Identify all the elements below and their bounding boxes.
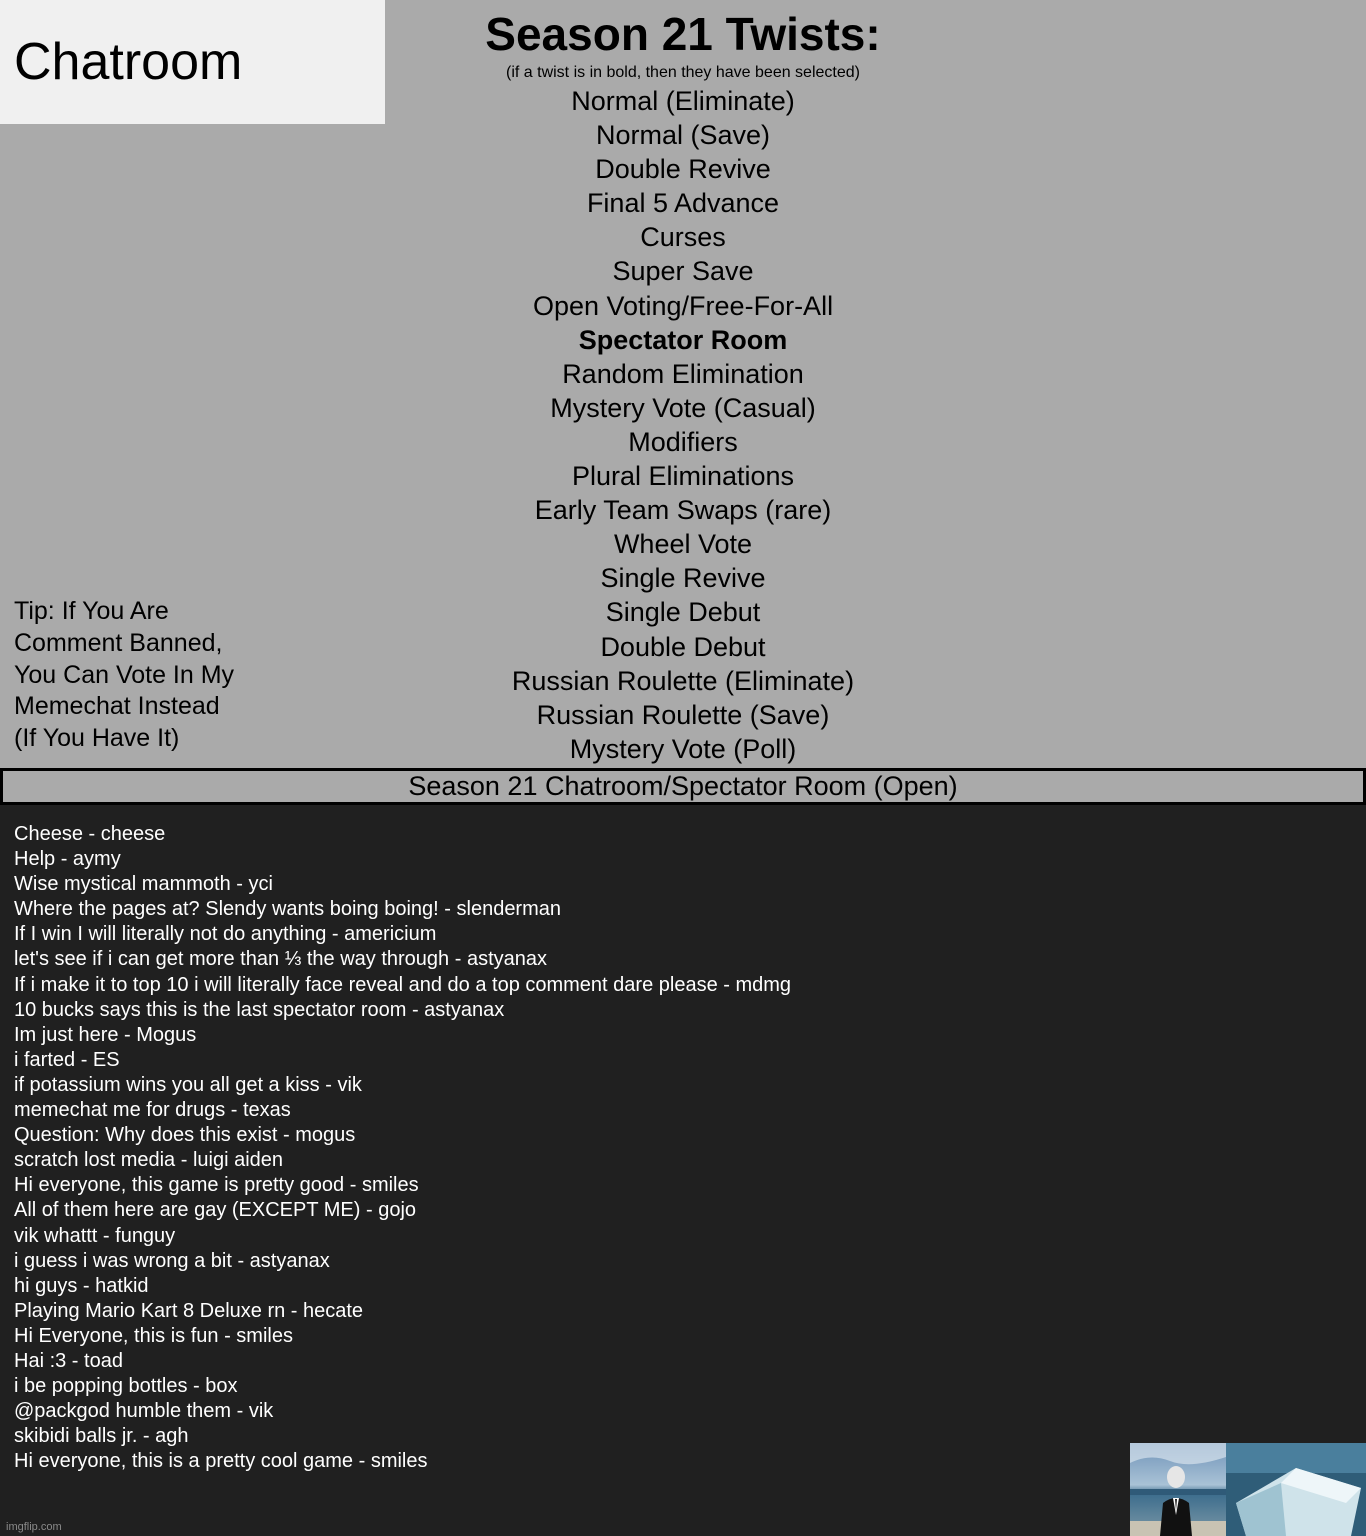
chat-message: Hi everyone, this game is pretty good - smiles — [14, 1174, 419, 1197]
twists-subtitle: (if a twist is in bold, then they have been selected) — [506, 64, 860, 81]
twist-list — [383, 84, 983, 766]
twist-item: Plural Eliminations — [571, 461, 795, 492]
chat-message: let's see if i can get more than ⅓ the way through - astyanax — [14, 948, 547, 971]
chat-message: Help - aymy — [14, 848, 121, 871]
twist-item: Modifiers — [628, 426, 738, 457]
chat-message: if potassium wins you all get a kiss - vik — [14, 1073, 362, 1096]
twist-item: Random Elimination — [562, 358, 804, 389]
chat-message: Where the pages at? Slendy wants boing boing! - slenderman — [14, 898, 562, 921]
chat-message: Hi everyone, this is a pretty cool game - smiles — [14, 1450, 428, 1473]
tip-line: (If You Have It) — [14, 724, 180, 753]
twist-item: Spectator Room — [578, 324, 788, 355]
imgflip-watermark: imgflip.com — [6, 1521, 62, 1533]
chat-message: i guess i was wrong a bit - astyanax — [14, 1249, 330, 1272]
chat-message: Playing Mario Kart 8 Deluxe rn - hecate — [14, 1299, 364, 1322]
chat-message: If i make it to top 10 i will literally face reveal and do a top comment dare please - mdmg — [14, 973, 792, 996]
chat-panel — [0, 805, 1366, 1536]
tip-line: Tip: If You Are — [14, 597, 169, 625]
chat-message: Cheese - cheese — [14, 823, 166, 845]
twist-item: Single Revive — [600, 563, 766, 594]
chat-message: Question: Why does this exist - mogus — [14, 1124, 356, 1147]
twist-item: Russian Roulette (Save) — [536, 699, 830, 730]
chat-message: Wise mystical mammoth - yci — [14, 873, 273, 896]
spectator-room-title: Season 21 Chatroom/Spectator Room (Open) — [408, 771, 958, 801]
twist-item: Double Debut — [600, 631, 766, 662]
chat-message: All of them here are gay (EXCEPT ME) - gojo — [14, 1199, 417, 1222]
twist-item: Normal (Eliminate) — [571, 86, 795, 116]
chatroom-label-box — [0, 0, 385, 124]
chat-message: skibidi balls jr. - agh — [14, 1425, 189, 1448]
slenderman-photo — [1130, 1443, 1226, 1536]
twist-item: Mystery Vote (Casual) — [550, 392, 816, 423]
twist-item: Double Revive — [595, 154, 771, 185]
twist-item: Normal (Save) — [595, 120, 771, 151]
twist-item: Russian Roulette (Eliminate) — [511, 665, 855, 696]
chat-message-list — [14, 822, 791, 1474]
chat-message: If I win I will literally not do anything - americium — [14, 923, 437, 946]
chat-message: memechat me for drugs - texas — [14, 1099, 291, 1122]
chat-message: hi guys - hatkid — [14, 1274, 149, 1297]
twists-title: Season 21 Twists: — [485, 8, 881, 60]
twist-item: Wheel Vote — [613, 529, 753, 560]
twist-item: Mystery Vote (Poll) — [569, 733, 797, 764]
chat-message: Hai :3 - toad — [14, 1349, 123, 1372]
chat-message: i farted - ES — [14, 1048, 120, 1071]
chat-message: @packgod humble them - vik — [14, 1400, 274, 1423]
twist-item: Open Voting/Free-For-All — [532, 290, 834, 321]
tip-line: Memechat Instead — [14, 692, 220, 721]
tip-line: You Can Vote In My — [14, 660, 235, 689]
chatroom-label: Chatroom — [14, 33, 243, 91]
twist-item: Early Team Swaps (rare) — [534, 495, 832, 526]
chat-message: i be popping bottles - box — [14, 1375, 238, 1398]
twist-item: Curses — [640, 222, 726, 253]
spectator-room-bar — [0, 768, 1366, 805]
chat-message: Hi Everyone, this is fun - smiles — [14, 1324, 293, 1347]
tip-line: Comment Banned, — [14, 628, 223, 657]
chat-message: 10 bucks says this is the last spectator room - astyanax — [14, 998, 505, 1021]
twist-item: Final 5 Advance — [586, 188, 780, 219]
chat-message: vik whattt - funguy — [14, 1224, 176, 1247]
chat-message: scratch lost media - luigi aiden — [14, 1149, 284, 1172]
chat-message: Im just here - Mogus — [14, 1023, 197, 1046]
twist-item: Super Save — [612, 256, 754, 287]
ice-block-photo — [1226, 1443, 1366, 1536]
twist-item: Single Debut — [605, 597, 761, 628]
tip-text — [14, 596, 314, 755]
